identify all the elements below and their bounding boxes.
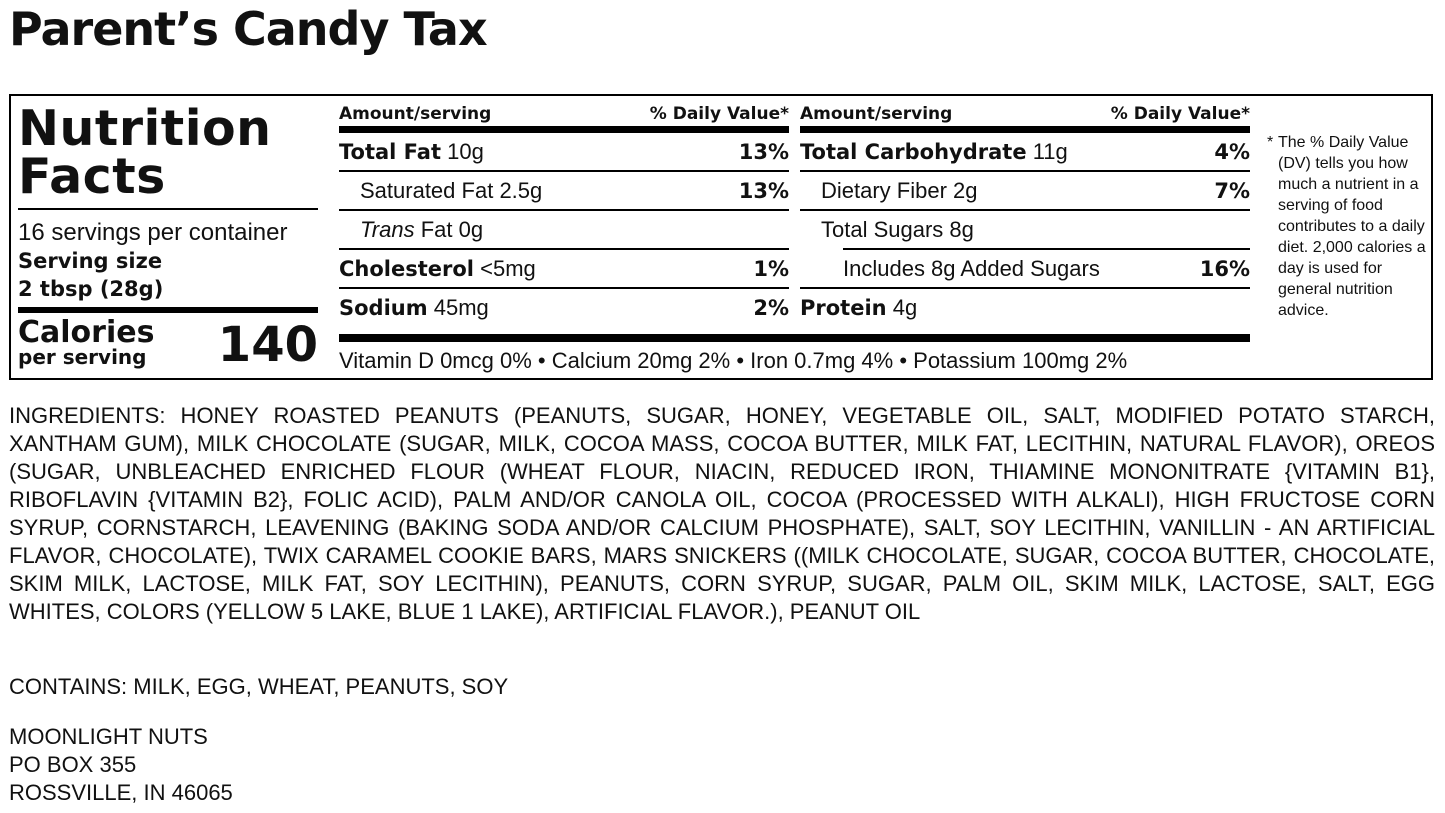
footnote-asterisk: * [1267, 134, 1274, 151]
nutrient-row-added-sugars [843, 248, 1250, 287]
nutrient-amount: <5mg [480, 255, 536, 281]
serving-size-label: Serving size [18, 249, 163, 273]
allergen-statement: CONTAINS: MILK, EGG, WHEAT, PEANUTS, SOY [9, 674, 509, 699]
nutrient-dv: 16% [1199, 256, 1250, 281]
calories-value: 140 [217, 317, 318, 373]
nutrient-amount: 4g [892, 294, 918, 320]
nutrient-dv: 1% [753, 256, 789, 281]
nutrient-column-right [800, 104, 1250, 326]
daily-value-footnote [1267, 132, 1427, 321]
heading-line-2: Facts [18, 148, 166, 205]
vitamins-minerals: Vitamin D 0mcg 0% • Calcium 20mg 2% • Iron 0.7mg 4% • Potassium 100mg 2% [339, 348, 1128, 373]
servings-per-container: 16 servings per container [18, 219, 288, 246]
serving-size-value: 2 tbsp (28g) [18, 277, 164, 301]
heading-line-1: Nutrition [18, 100, 272, 157]
nutrient-column-left [339, 104, 789, 326]
nutrient-amount: 10g [447, 138, 484, 164]
address-line-3: ROSSVILLE, IN 46065 [9, 780, 233, 805]
nutrition-facts-label [9, 94, 1433, 380]
nutrient-row-total-fat [339, 126, 789, 170]
nutrient-amount: 11g [1032, 138, 1068, 164]
manufacturer-address [9, 723, 233, 807]
nutrient-name: Saturated Fat [360, 177, 494, 203]
nutrient-dv: 4% [1214, 139, 1250, 164]
nutrient-dv: 13% [738, 178, 789, 203]
nutrient-row-dietary-fiber [800, 170, 1250, 209]
address-line-2: PO BOX 355 [9, 752, 137, 777]
nutrient-name: Cholesterol [339, 256, 474, 281]
column-header [800, 104, 1250, 126]
footnote-text: The % Daily Value (DV) tells you how much a nutrient in a serving of food contributes to a daily diet. 2,000 calories a day is used for general nutrition advice. [1278, 134, 1426, 319]
nutrient-amount: 45mg [433, 294, 489, 320]
nutrient-row-trans-fat [339, 209, 789, 248]
nutrition-summary [18, 96, 318, 373]
nutrient-dv: 7% [1214, 178, 1250, 203]
nutrient-row-total-carbohydrate [800, 126, 1250, 170]
nutrient-name: Total Sugars [821, 216, 944, 242]
nutrient-name: Protein [800, 295, 887, 320]
address-line-1: MOONLIGHT NUTS [9, 724, 208, 749]
nutrient-name: Sodium [339, 295, 428, 320]
nutrient-amount: 2.5g [499, 177, 543, 203]
nutrient-dv: 2% [753, 295, 789, 320]
nutrient-name-italic: Trans [360, 216, 415, 242]
nutrient-name: Fat [420, 216, 453, 242]
calories-label: Calories [18, 315, 155, 350]
divider-thick-bottom [339, 334, 1250, 342]
ingredients-text: INGREDIENTS: HONEY ROASTED PEANUTS (PEANUTS, SUGAR, HONEY, VEGETABLE OIL, SALT, MODIFIED POTATO STARCH, XANTHAM GUM), MILK CHOCOLATE (SUGAR, MILK, COCOA MASS, COCOA BUTTER, MILK FAT, LECITHIN, NATURAL FLAVOR), OREOS (SUGAR, UNBLEACHED ENRICHED FLOUR (WHEAT FLOUR, NIACIN, REDUCED IRON, THIAMINE MONONITRATE {VITAMIN B1}, RIBOFLAVIN {VITAMIN B2}, FOLIC ACID), PALM AND/OR CANOLA OIL, COCOA (PROCESSED WITH ALKALI), HIGH FRUCTOSE CORN SYRUP, CORNSTARCH, LEAVENING (BAKING SODA AND/OR CALCIUM PHOSPHATE), SALT, SOY LECITHIN, VANILLIN - AN ARTIFICIAL FLAVOR, CHOCOLATE), TWIX CARAMEL COOKIE BARS, MARS SNICKERS ((MILK CHOCOLATE, SUGAR, COCOA BUTTER, CHOCOLATE, SKIM MILK, LACTOSE, MILK FAT, SOY LECITHIN), PEANUTS, CORN SYRUP, SUGAR, PALM OIL, SKIM MILK, LACTOSE, SALT, EGG WHITES, COLORS (YELLOW 5 LAKE, BLUE 1 LAKE), ARTIFICIAL FLAVOR.), PEANUT OIL [9, 403, 1435, 624]
nutrient-row-total-sugars [800, 209, 1250, 248]
nutrient-name: Total Carbohydrate [800, 139, 1027, 164]
nutrient-row-protein [800, 287, 1250, 326]
calories-sub-label: per serving [18, 345, 147, 369]
nutrient-row-sodium [339, 287, 789, 326]
column-header [339, 104, 789, 126]
amount-header: Amount/serving [800, 104, 953, 124]
divider [18, 208, 318, 210]
dv-header: % Daily Value* [649, 104, 789, 124]
nutrient-row-saturated-fat [339, 170, 789, 209]
nutrient-amount: 2g [953, 177, 978, 203]
calories-row [18, 313, 318, 373]
nutrient-name: Total Fat [339, 139, 442, 164]
dv-header: % Daily Value* [1110, 104, 1250, 124]
nutrient-name: Includes 8g Added Sugars [843, 255, 1100, 281]
nutrient-row-cholesterol [339, 248, 789, 287]
nutrient-amount: 0g [458, 216, 484, 242]
page-title: Parent’s Candy Tax [9, 2, 487, 56]
amount-header: Amount/serving [339, 104, 492, 124]
nutrient-amount: 8g [949, 216, 974, 242]
nutrient-dv: 13% [738, 139, 789, 164]
nutrient-name: Dietary Fiber [821, 177, 947, 203]
nutrition-facts-heading [18, 100, 318, 205]
